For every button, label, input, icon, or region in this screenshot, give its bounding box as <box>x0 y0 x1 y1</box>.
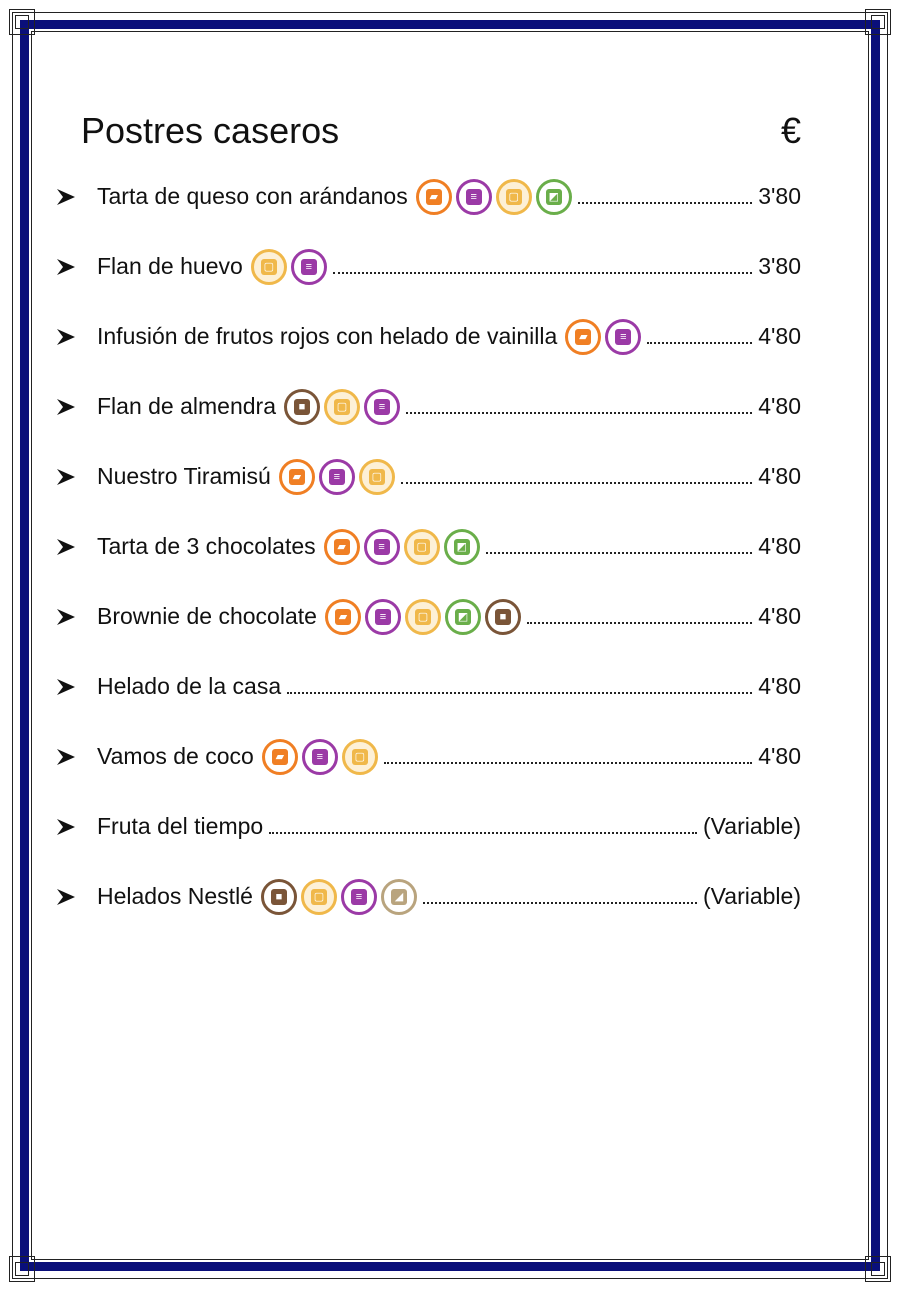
menu-header <box>81 110 801 154</box>
arrow-bullet-icon <box>55 607 97 627</box>
item-price: 3'80 <box>758 183 801 209</box>
milk-icon: ▢ <box>324 389 360 425</box>
arrow-bullet-icon <box>55 397 97 417</box>
item-name: Vamos de coco <box>97 743 254 769</box>
item-name: Nuestro Tiramisú <box>97 463 271 489</box>
gluten-icon: ▰ <box>565 319 601 355</box>
arrow-bullet-icon <box>55 747 97 767</box>
sulphite-icon: ≡ <box>302 739 338 775</box>
list-item <box>55 592 801 641</box>
item-name: Helados Nestlé <box>97 883 253 909</box>
item-price: 4'80 <box>758 463 801 489</box>
milk-icon: ▢ <box>404 529 440 565</box>
milk-icon: ▢ <box>342 739 378 775</box>
list-item <box>55 312 801 361</box>
arrow-bullet-icon <box>55 887 97 907</box>
item-price: 4'80 <box>758 393 801 419</box>
item-name: Brownie de chocolate <box>97 603 317 629</box>
allergen-icons <box>284 389 400 425</box>
item-name: Fruta del tiempo <box>97 813 264 839</box>
list-item <box>55 382 801 431</box>
gluten-icon: ▰ <box>279 459 315 495</box>
dot-leader <box>333 270 752 274</box>
allergen-icons <box>324 529 480 565</box>
soy-icon: ◩ <box>444 529 480 565</box>
sulphite-icon: ≡ <box>364 389 400 425</box>
item-price: 3'80 <box>758 253 801 279</box>
milk-icon: ▢ <box>301 879 337 915</box>
sulphite-icon: ≡ <box>605 319 641 355</box>
allergen-icons <box>416 179 572 215</box>
page-title: Postres caseros <box>81 110 340 151</box>
item-name: Flan de huevo <box>97 253 243 279</box>
item-name: Flan de almendra <box>97 393 276 419</box>
corner-ornament-bottom-right <box>865 1256 891 1282</box>
corner-ornament-top-left <box>9 9 35 35</box>
sulphite-icon: ≡ <box>291 249 327 285</box>
currency-symbol: € <box>780 110 801 151</box>
nuts-icon: ■ <box>485 599 521 635</box>
dot-leader <box>269 830 697 834</box>
arrow-bullet-icon <box>55 327 97 347</box>
arrow-bullet-icon <box>55 817 97 837</box>
gluten-icon: ▰ <box>325 599 361 635</box>
allergen-icons <box>279 459 395 495</box>
list-item <box>55 172 801 221</box>
item-price: (Variable) <box>703 883 801 909</box>
list-item <box>55 872 801 921</box>
list-item <box>55 662 801 711</box>
sulphite-icon: ≡ <box>365 599 401 635</box>
dot-leader <box>401 480 752 484</box>
corner-ornament-bottom-left <box>9 1256 35 1282</box>
allergen-icons <box>565 319 641 355</box>
arrow-bullet-icon <box>55 187 97 207</box>
dot-leader <box>287 690 752 694</box>
gluten-icon: ▰ <box>324 529 360 565</box>
sulphite-icon: ≡ <box>341 879 377 915</box>
corner-ornament-top-right <box>865 9 891 35</box>
allergen-icons <box>262 739 378 775</box>
list-item <box>55 802 801 851</box>
list-item <box>55 732 801 781</box>
allergen-icons <box>325 599 521 635</box>
dot-leader <box>384 760 752 764</box>
arrow-bullet-icon <box>55 467 97 487</box>
gluten-icon: ▰ <box>416 179 452 215</box>
item-name: Tarta de queso con arándanos <box>97 183 408 209</box>
dot-leader <box>527 620 752 624</box>
list-item <box>55 242 801 291</box>
gluten-icon: ▰ <box>262 739 298 775</box>
milk-icon: ▢ <box>251 249 287 285</box>
dot-leader <box>647 340 752 344</box>
nuts-icon: ■ <box>284 389 320 425</box>
milk-icon: ▢ <box>405 599 441 635</box>
soy-icon: ◩ <box>536 179 572 215</box>
milk-icon: ▢ <box>359 459 395 495</box>
item-name: Infusión de frutos rojos con helado de vainilla <box>97 323 558 349</box>
dot-leader <box>423 900 697 904</box>
sulphite-icon: ≡ <box>319 459 355 495</box>
dot-leader <box>406 410 752 414</box>
milk-icon: ▢ <box>496 179 532 215</box>
item-price: 4'80 <box>758 743 801 769</box>
item-price: 4'80 <box>758 323 801 349</box>
sulphite-icon: ≡ <box>364 529 400 565</box>
dessert-list <box>55 172 801 942</box>
sulphite-icon: ≡ <box>456 179 492 215</box>
sesame-icon: ◢ <box>381 879 417 915</box>
arrow-bullet-icon <box>55 677 97 697</box>
item-name: Helado de la casa <box>97 673 282 699</box>
dot-leader <box>486 550 753 554</box>
list-item <box>55 522 801 571</box>
allergen-icons <box>251 249 327 285</box>
arrow-bullet-icon <box>55 257 97 277</box>
dot-leader <box>578 200 753 204</box>
item-price: 4'80 <box>758 533 801 559</box>
item-price: 4'80 <box>758 673 801 699</box>
soy-icon: ◩ <box>445 599 481 635</box>
nuts-icon: ■ <box>261 879 297 915</box>
list-item <box>55 452 801 501</box>
item-name: Tarta de 3 chocolates <box>97 533 316 559</box>
item-price: 4'80 <box>758 603 801 629</box>
arrow-bullet-icon <box>55 537 97 557</box>
item-price: (Variable) <box>703 813 801 839</box>
allergen-icons <box>261 879 417 915</box>
